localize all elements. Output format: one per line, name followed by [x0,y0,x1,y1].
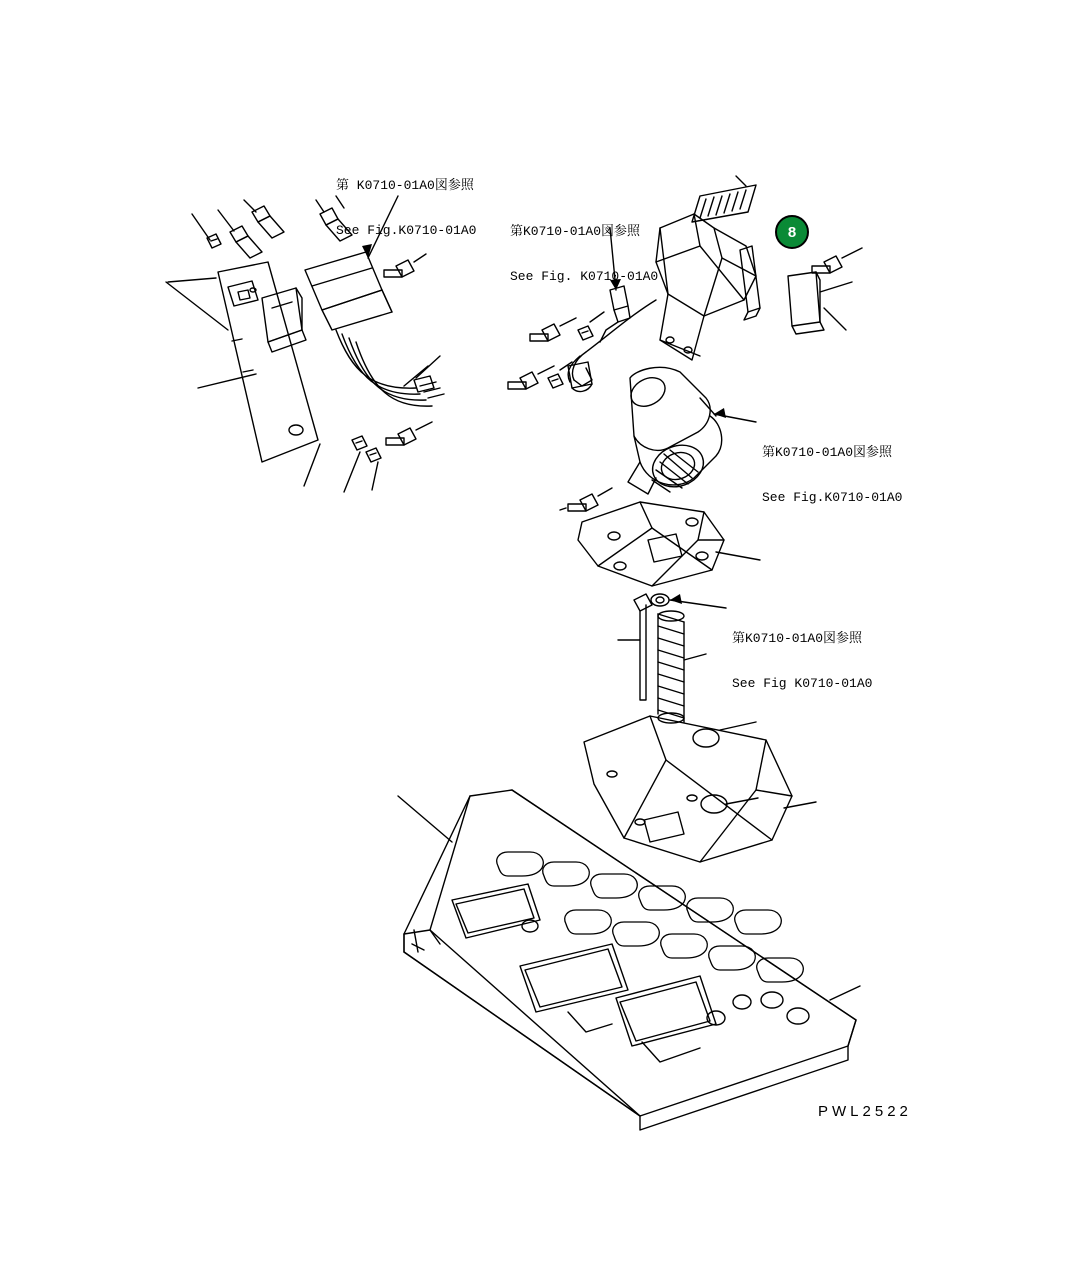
washer [366,448,381,462]
reference-note-line-en: See Fig K0710-01A0 [732,676,873,691]
reference-note-top-left [336,148,476,268]
reference-note-top-center [510,194,658,314]
bolt [230,226,262,258]
bolt [812,248,862,273]
reference-note-line-jp: 第K0710-01A0図参照 [762,445,893,460]
reference-note-line-en: See Fig.K0710-01A0 [336,223,477,238]
reference-note-line-jp: 第K0710-01A0図参照 [732,631,863,646]
callout-badge-8[interactable]: 8 [775,215,809,249]
washer [352,436,367,450]
washer [207,234,221,248]
washer [548,374,563,388]
bolt [568,488,612,511]
reference-note-right-middle [762,415,902,535]
reference-note-line-jp: 第 K0710-01A0図参照 [336,178,474,193]
bolt [508,372,538,389]
bolt [530,324,560,341]
washer [578,326,593,340]
bolt [252,206,284,238]
drawing-code: PWL2522 [818,1103,912,1120]
reference-note-line-jp: 第K0710-01A0図参照 [510,224,641,239]
reference-note-lower-center [732,601,872,721]
reference-note-line-en: See Fig.K0710-01A0 [762,490,903,505]
bolt [386,428,416,445]
reference-note-line-en: See Fig. K0710-01A0 [510,269,659,284]
